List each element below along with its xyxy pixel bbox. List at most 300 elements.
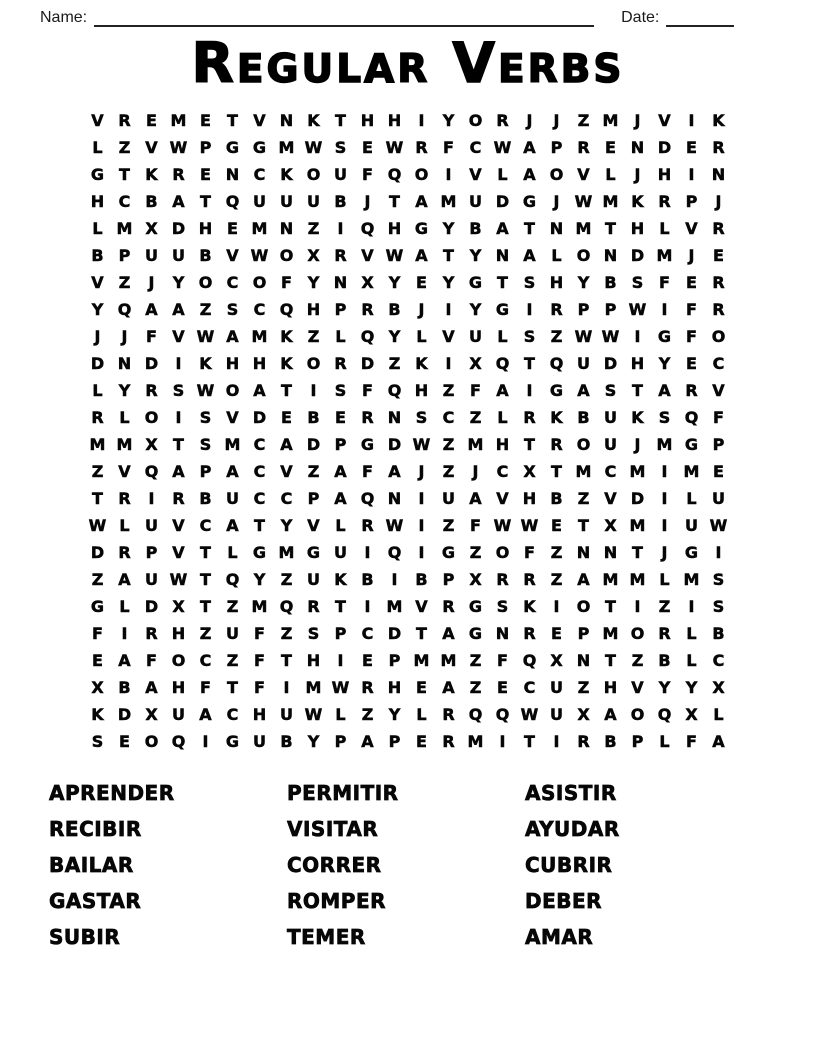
grid-cell: H xyxy=(306,651,321,671)
grid-cell: O xyxy=(306,354,321,374)
grid-cell: S xyxy=(523,327,536,347)
grid-cell: E xyxy=(281,408,292,428)
grid-cell: O xyxy=(549,165,564,185)
date-blank-line xyxy=(666,9,734,27)
grid-cell: X xyxy=(361,273,374,293)
grid-cell: S xyxy=(523,273,536,293)
grid-cell: N xyxy=(576,543,591,563)
grid-cell: L xyxy=(686,624,697,644)
grid-cell: K xyxy=(550,408,563,428)
grid-cell: I xyxy=(364,543,371,563)
grid-cell: S xyxy=(226,300,239,320)
grid-cell: K xyxy=(91,705,104,725)
grid-cell: M xyxy=(116,219,133,239)
grid-cell: G xyxy=(468,624,483,644)
grid-cell: L xyxy=(416,705,427,725)
grid-cell: M xyxy=(224,435,241,455)
grid-cell: X xyxy=(577,705,590,725)
name-date-row xyxy=(0,0,816,27)
grid-cell: I xyxy=(337,651,344,671)
grid-cell: E xyxy=(416,273,427,293)
grid-cell: B xyxy=(334,192,347,212)
grid-cell: S xyxy=(91,732,104,752)
grid-cell: X xyxy=(550,651,563,671)
grid-cell: T xyxy=(632,543,643,563)
grid-cell: T xyxy=(524,435,535,455)
grid-cell: X xyxy=(604,516,617,536)
grid-cell: R xyxy=(577,138,590,158)
grid-cell: F xyxy=(362,165,373,185)
grid-cell: F xyxy=(686,732,697,752)
grid-cell: O xyxy=(576,435,591,455)
grid-cell: U xyxy=(226,489,239,509)
grid-cell: Y xyxy=(388,705,401,725)
grid-cell: P xyxy=(118,246,131,266)
grid-cell: A xyxy=(442,678,455,698)
grid-cell: F xyxy=(254,678,265,698)
grid-cell: E xyxy=(605,138,616,158)
grid-cell: C xyxy=(253,300,266,320)
grid-cell: I xyxy=(553,732,560,752)
grid-cell: K xyxy=(145,165,158,185)
grid-cell: C xyxy=(199,516,212,536)
grid-cell: A xyxy=(226,462,239,482)
grid-cell: J xyxy=(688,246,695,266)
grid-cell: Z xyxy=(442,462,455,482)
grid-cell: I xyxy=(418,111,425,131)
grid-cell: U xyxy=(577,354,590,374)
grid-cell: P xyxy=(334,300,347,320)
grid-cell: A xyxy=(523,246,536,266)
grid-cell: W xyxy=(250,246,269,266)
grid-cell: A xyxy=(415,192,428,212)
name-label: Name: xyxy=(40,9,88,26)
grid-cell: H xyxy=(306,300,321,320)
page-title: Regular Verbs xyxy=(191,31,625,96)
grid-cell: J xyxy=(634,111,641,131)
grid-cell: Y xyxy=(91,300,104,320)
grid-cell: I xyxy=(391,570,398,590)
word-item: BAILAR xyxy=(49,853,134,878)
grid-cell: E xyxy=(200,111,211,131)
grid-cell: U xyxy=(550,705,563,725)
grid-cell: T xyxy=(335,597,346,617)
word-item: CUBRIR xyxy=(525,853,613,878)
grid-cell: Z xyxy=(91,462,104,482)
grid-cell: B xyxy=(550,489,563,509)
grid-cell: T xyxy=(389,192,400,212)
grid-cell: I xyxy=(202,732,209,752)
grid-cell: U xyxy=(685,516,698,536)
word-search-grid xyxy=(84,107,732,755)
grid-cell: G xyxy=(549,381,564,401)
grid-cell: C xyxy=(199,651,212,671)
grid-cell: B xyxy=(469,219,482,239)
grid-cell: L xyxy=(659,732,670,752)
grid-cell: M xyxy=(251,327,268,347)
date-label: Date: xyxy=(621,9,660,26)
grid-cell: M xyxy=(629,516,646,536)
grid-cell: Y xyxy=(253,570,266,590)
grid-cell: W xyxy=(304,138,323,158)
grid-cell: I xyxy=(148,489,155,509)
grid-cell: A xyxy=(496,219,509,239)
grid-cell: A xyxy=(577,381,590,401)
grid-cell: O xyxy=(711,327,726,347)
grid-cell: W xyxy=(304,705,323,725)
grid-cell: M xyxy=(602,111,619,131)
grid-cell: H xyxy=(252,354,267,374)
grid-cell: N xyxy=(279,219,294,239)
grid-cell: V xyxy=(172,543,185,563)
grid-cell: L xyxy=(659,570,670,590)
grid-cell: X xyxy=(172,597,185,617)
grid-cell: U xyxy=(280,192,293,212)
grid-cell: H xyxy=(549,273,564,293)
grid-cell: Q xyxy=(360,327,375,347)
grid-cell: G xyxy=(441,543,456,563)
grid-cell: V xyxy=(253,111,266,131)
grid-cell: X xyxy=(712,678,725,698)
grid-cell: V xyxy=(604,489,617,509)
grid-cell: B xyxy=(91,246,104,266)
grid-cell: T xyxy=(551,462,562,482)
grid-cell: M xyxy=(656,435,673,455)
grid-cell: R xyxy=(523,408,536,428)
grid-cell: J xyxy=(148,273,155,293)
grid-cell: C xyxy=(253,165,266,185)
grid-cell: I xyxy=(688,111,695,131)
grid-cell: G xyxy=(225,138,240,158)
grid-cell: E xyxy=(686,354,697,374)
grid-cell: A xyxy=(604,705,617,725)
grid-cell: I xyxy=(526,300,533,320)
grid-cell: U xyxy=(334,543,347,563)
grid-cell: B xyxy=(577,408,590,428)
grid-cell: M xyxy=(440,192,457,212)
grid-cell: E xyxy=(497,678,508,698)
grid-cell: M xyxy=(467,732,484,752)
grid-cell: T xyxy=(200,597,211,617)
grid-cell: A xyxy=(469,489,482,509)
grid-cell: Z xyxy=(469,678,482,698)
grid-cell: Z xyxy=(442,516,455,536)
grid-cell: L xyxy=(497,327,508,347)
grid-cell: Z xyxy=(307,327,320,347)
grid-cell: H xyxy=(90,192,105,212)
grid-cell: I xyxy=(661,516,668,536)
grid-cell: D xyxy=(657,138,672,158)
grid-cell: W xyxy=(574,192,593,212)
grid-cell: T xyxy=(605,651,616,671)
grid-cell: M xyxy=(413,651,430,671)
grid-cell: Y xyxy=(388,273,401,293)
grid-cell: I xyxy=(445,354,452,374)
grid-cell: A xyxy=(172,462,185,482)
grid-cell: G xyxy=(468,273,483,293)
grid-cell: S xyxy=(199,408,212,428)
grid-cell: O xyxy=(198,273,213,293)
grid-cell: T xyxy=(632,381,643,401)
grid-cell: A xyxy=(145,300,158,320)
grid-cell: H xyxy=(252,705,267,725)
grid-cell: M xyxy=(305,678,322,698)
grid-cell: G xyxy=(90,165,105,185)
grid-cell: Y xyxy=(442,273,455,293)
grid-cell: Z xyxy=(550,543,563,563)
grid-cell: V xyxy=(118,462,131,482)
grid-cell: P xyxy=(550,138,563,158)
grid-cell: U xyxy=(469,192,482,212)
grid-cell: K xyxy=(631,408,644,428)
grid-cell: P xyxy=(631,732,644,752)
grid-cell: W xyxy=(574,327,593,347)
word-item: GASTAR xyxy=(49,889,142,914)
grid-cell: A xyxy=(415,246,428,266)
grid-cell: R xyxy=(118,111,131,131)
grid-cell: E xyxy=(686,138,697,158)
word-item: ROMPER xyxy=(287,889,387,914)
grid-cell: A xyxy=(226,516,239,536)
grid-cell: K xyxy=(280,327,293,347)
grid-cell: C xyxy=(253,435,266,455)
grid-cell: I xyxy=(688,597,695,617)
grid-cell: T xyxy=(200,192,211,212)
grid-cell: R xyxy=(91,408,104,428)
grid-cell: J xyxy=(418,300,425,320)
grid-cell: W xyxy=(520,516,539,536)
grid-cell: E xyxy=(119,732,130,752)
grid-cell: N xyxy=(549,219,564,239)
grid-cell: R xyxy=(307,597,320,617)
grid-cell: K xyxy=(199,354,212,374)
grid-cell: C xyxy=(442,408,455,428)
grid-cell: R xyxy=(334,246,347,266)
word-column xyxy=(287,781,525,961)
grid-cell: A xyxy=(280,435,293,455)
grid-cell: R xyxy=(712,300,725,320)
grid-cell: A xyxy=(172,192,185,212)
grid-cell: Z xyxy=(577,678,590,698)
grid-cell: R xyxy=(496,570,509,590)
grid-cell: R xyxy=(658,192,671,212)
grid-cell: O xyxy=(306,165,321,185)
grid-cell: E xyxy=(146,111,157,131)
grid-cell: H xyxy=(198,219,213,239)
grid-cell: W xyxy=(493,138,512,158)
grid-cell: Y xyxy=(469,300,482,320)
grid-cell: G xyxy=(684,543,699,563)
grid-cell: E xyxy=(416,732,427,752)
grid-cell: B xyxy=(712,624,725,644)
grid-cell: O xyxy=(144,408,159,428)
grid-cell: V xyxy=(307,516,320,536)
grid-cell: V xyxy=(685,219,698,239)
grid-cell: I xyxy=(526,381,533,401)
grid-cell: O xyxy=(279,246,294,266)
grid-cell: K xyxy=(415,354,428,374)
grid-cell: H xyxy=(387,219,402,239)
grid-cell: Q xyxy=(387,381,402,401)
grid-cell: R xyxy=(685,381,698,401)
grid-cell: R xyxy=(361,516,374,536)
grid-cell: S xyxy=(199,435,212,455)
grid-cell: W xyxy=(385,138,404,158)
grid-cell: K xyxy=(334,570,347,590)
grid-cell: T xyxy=(281,381,292,401)
grid-cell: G xyxy=(360,435,375,455)
grid-cell: E xyxy=(416,678,427,698)
grid-cell: M xyxy=(251,219,268,239)
grid-cell: I xyxy=(418,489,425,509)
grid-cell: M xyxy=(656,246,673,266)
grid-cell: Z xyxy=(307,462,320,482)
grid-cell: O xyxy=(144,732,159,752)
grid-cell: I xyxy=(364,597,371,617)
grid-cell: Y xyxy=(469,246,482,266)
grid-cell: E xyxy=(200,165,211,185)
grid-cell: X xyxy=(145,219,158,239)
grid-cell: M xyxy=(575,219,592,239)
grid-cell: Q xyxy=(684,408,699,428)
grid-cell: F xyxy=(659,273,670,293)
grid-cell: W xyxy=(331,678,350,698)
grid-cell: I xyxy=(634,327,641,347)
grid-cell: S xyxy=(172,381,185,401)
grid-cell: L xyxy=(119,597,130,617)
grid-cell: U xyxy=(253,732,266,752)
grid-cell: R xyxy=(550,300,563,320)
grid-cell: O xyxy=(630,624,645,644)
grid-cell: A xyxy=(523,165,536,185)
grid-cell: R xyxy=(442,597,455,617)
grid-cell: N xyxy=(495,246,510,266)
grid-cell: I xyxy=(418,516,425,536)
grid-cell: L xyxy=(92,138,103,158)
grid-cell: E xyxy=(335,408,346,428)
grid-cell: V xyxy=(226,246,239,266)
grid-cell: E xyxy=(713,246,724,266)
grid-cell: J xyxy=(553,192,560,212)
grid-cell: T xyxy=(200,570,211,590)
grid-cell: M xyxy=(575,462,592,482)
grid-cell: C xyxy=(496,462,509,482)
grid-cell: S xyxy=(712,597,725,617)
grid-cell: V xyxy=(415,597,428,617)
grid-cell: A xyxy=(145,678,158,698)
grid-cell: L xyxy=(686,489,697,509)
grid-cell: Q xyxy=(171,732,186,752)
grid-cell: F xyxy=(470,516,481,536)
grid-cell: C xyxy=(280,489,293,509)
grid-cell: P xyxy=(577,624,590,644)
grid-cell: J xyxy=(472,462,479,482)
grid-cell: A xyxy=(496,381,509,401)
grid-cell: O xyxy=(414,165,429,185)
grid-cell: L xyxy=(416,327,427,347)
grid-cell: M xyxy=(467,435,484,455)
grid-cell: R xyxy=(712,138,725,158)
grid-cell: C xyxy=(118,192,131,212)
grid-cell: P xyxy=(712,435,725,455)
grid-cell: K xyxy=(280,165,293,185)
grid-cell: N xyxy=(576,651,591,671)
grid-cell: R xyxy=(118,489,131,509)
grid-cell: F xyxy=(524,543,535,563)
grid-cell: Z xyxy=(442,381,455,401)
grid-cell: Z xyxy=(469,651,482,671)
grid-cell: R xyxy=(523,570,536,590)
grid-cell: R xyxy=(118,543,131,563)
grid-cell: V xyxy=(226,408,239,428)
grid-cell: D xyxy=(90,354,105,374)
grid-cell: G xyxy=(414,219,429,239)
grid-cell: P xyxy=(577,300,590,320)
grid-cell: B xyxy=(307,408,320,428)
grid-cell: C xyxy=(226,705,239,725)
grid-cell: T xyxy=(443,246,454,266)
grid-cell: T xyxy=(227,111,238,131)
grid-cell: U xyxy=(307,192,320,212)
grid-cell: R xyxy=(172,489,185,509)
word-item: PERMITIR xyxy=(287,781,399,806)
word-item: DEBER xyxy=(525,889,603,914)
grid-cell: K xyxy=(523,597,536,617)
grid-cell: U xyxy=(145,516,158,536)
grid-cell: F xyxy=(686,327,697,347)
grid-cell: X xyxy=(307,246,320,266)
grid-cell: Q xyxy=(495,354,510,374)
grid-cell: W xyxy=(385,246,404,266)
grid-cell: H xyxy=(657,165,672,185)
grid-cell: Z xyxy=(550,327,563,347)
grid-cell: I xyxy=(283,678,290,698)
grid-cell: D xyxy=(90,543,105,563)
grid-cell: V xyxy=(145,138,158,158)
grid-cell: L xyxy=(605,165,616,185)
grid-cell: N xyxy=(630,138,645,158)
grid-cell: L xyxy=(713,705,724,725)
grid-cell: Q xyxy=(360,489,375,509)
grid-cell: H xyxy=(360,111,375,131)
grid-cell: N xyxy=(603,246,618,266)
grid-cell: D xyxy=(603,354,618,374)
grid-cell: P xyxy=(145,543,158,563)
grid-cell: H xyxy=(387,678,402,698)
grid-cell: V xyxy=(658,111,671,131)
grid-cell: R xyxy=(361,300,374,320)
grid-cell: M xyxy=(89,435,106,455)
grid-cell: T xyxy=(524,732,535,752)
grid-cell: B xyxy=(388,300,401,320)
grid-cell: B xyxy=(415,570,428,590)
grid-cell: P xyxy=(334,624,347,644)
grid-cell: D xyxy=(360,354,375,374)
grid-cell: P xyxy=(199,462,212,482)
grid-cell: K xyxy=(631,192,644,212)
grid-cell: C xyxy=(604,462,617,482)
grid-cell: V xyxy=(91,273,104,293)
grid-cell: Z xyxy=(91,570,104,590)
grid-cell: L xyxy=(119,516,130,536)
grid-cell: U xyxy=(226,624,239,644)
grid-cell: L xyxy=(335,327,346,347)
grid-cell: Q xyxy=(225,192,240,212)
grid-cell: A xyxy=(118,570,131,590)
grid-cell: Y xyxy=(658,678,671,698)
grid-cell: W xyxy=(412,435,431,455)
grid-cell: J xyxy=(661,543,668,563)
